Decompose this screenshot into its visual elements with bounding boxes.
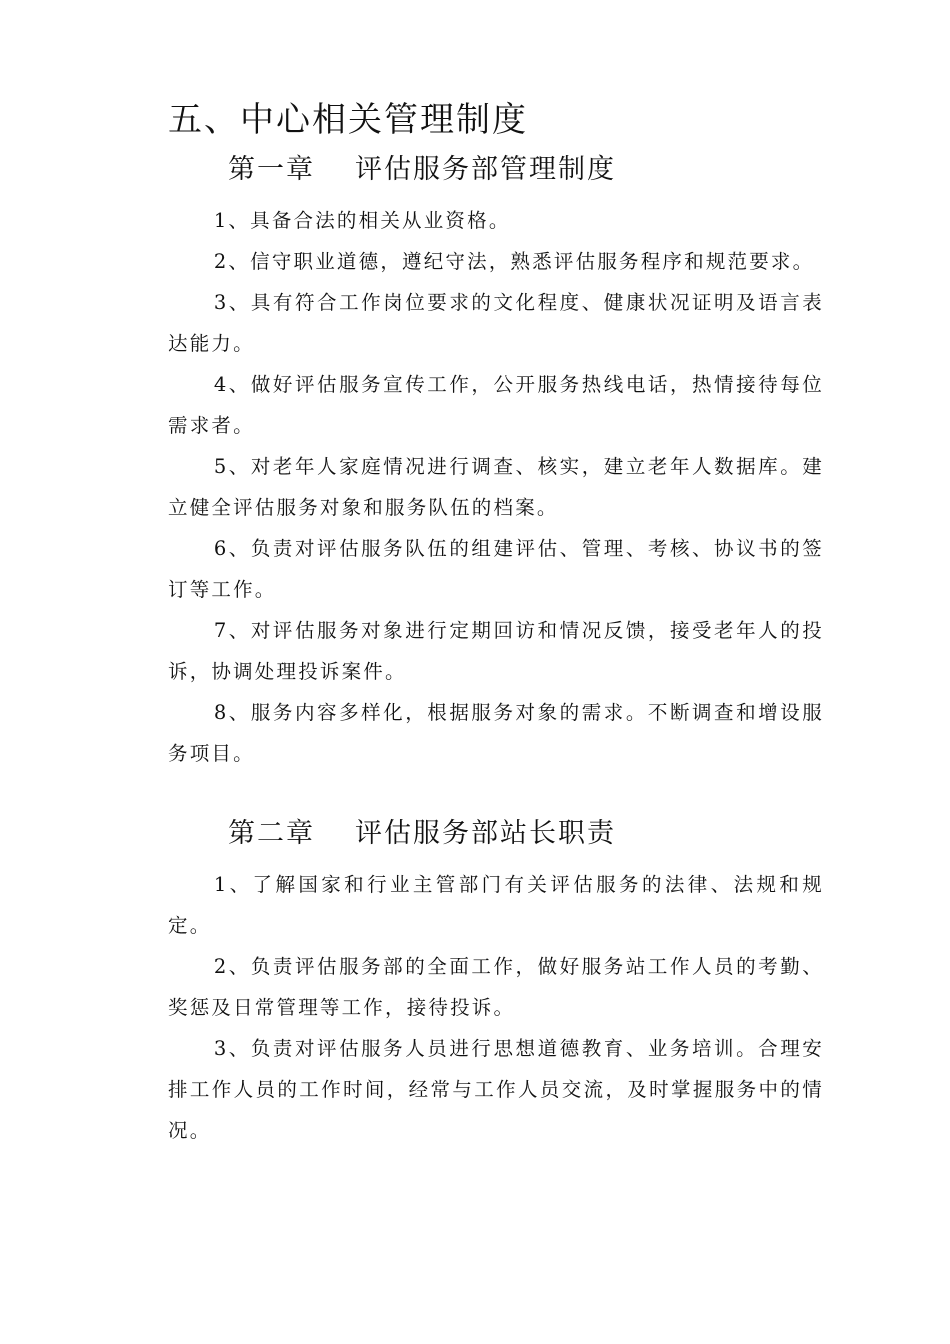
chapter-2-items <box>168 864 824 1151</box>
chapter-1-item-8: 8、服务内容多样化，根据服务对象的需求。不断调查和增设服务项目。 <box>168 701 824 765</box>
chapter-2-heading <box>228 816 616 852</box>
chapter-1-item-3: 3、具有符合工作岗位要求的文化程度、健康状况证明及语言表达能力。 <box>168 291 824 355</box>
chapter-1-item-1: 1、具备合法的相关从业资格。 <box>213 209 511 232</box>
chapter-2-number: 第二章 <box>228 818 315 849</box>
chapter-1-heading <box>228 152 616 188</box>
chapter-1-item-2: 2、信守职业道德，遵纪守法，熟悉评估服务程序和规范要求。 <box>213 250 815 273</box>
chapter-1-item-7: 7、对评估服务对象进行定期回访和情况反馈，接受老年人的投诉，协调处理投诉案件。 <box>168 619 824 683</box>
chapter-2-title: 评估服务部站长职责 <box>355 818 616 849</box>
chapter-1-item-6: 6、负责对评估服务队伍的组建评估、管理、考核、协议书的签订等工作。 <box>168 537 824 601</box>
chapter-1-items <box>168 200 824 774</box>
chapter-2-item-1: 1、了解国家和行业主管部门有关评估服务的法律、法规和规定。 <box>168 873 824 937</box>
chapter-1-number: 第一章 <box>228 154 315 185</box>
chapter-1-title: 评估服务部管理制度 <box>355 154 616 185</box>
chapter-1-item-5: 5、对老年人家庭情况进行调查、核实，建立老年人数据库。建立健全评估服务对象和服务队伍的档案。 <box>168 455 824 519</box>
chapter-2-item-3: 3、负责对评估服务人员进行思想道德教育、业务培训。合理安排工作人员的工作时间，经常与工作人员交流，及时掌握服务中的情况。 <box>168 1037 824 1142</box>
section-title: 五、中心相关管理制度 <box>168 100 528 140</box>
chapter-1-item-4: 4、做好评估服务宣传工作，公开服务热线电话，热情接待每位需求者。 <box>168 373 824 437</box>
chapter-2-item-2: 2、负责评估服务部的全面工作，做好服务站工作人员的考勤、奖惩及日常管理等工作，接待投诉。 <box>168 955 824 1019</box>
